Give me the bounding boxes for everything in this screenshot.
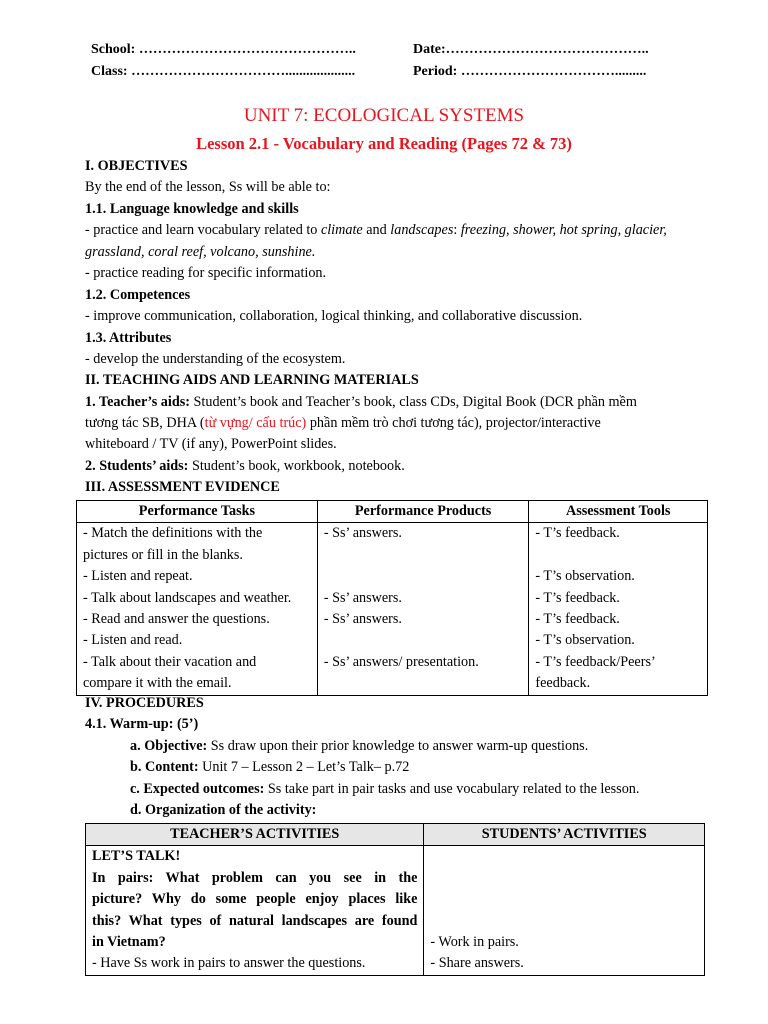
assessment-table [76,500,708,696]
teacher-aids-text-1: Student’s book and Teacher’s book, class CDs, Digital Book (DCR phần mềm [189,394,637,410]
tool-line [535,545,701,566]
period-dots: ……………………………......... [460,64,647,79]
col-performance-products: Performance Products [317,501,529,523]
lesson-title: Lesson 2.1 - Vocabulary and Reading (Pages 72 & 73) [196,134,572,153]
language-knowledge-heading: 1.1. Language knowledge and skills [85,201,299,217]
task-line: - Listen and read. [83,632,183,649]
attributes-line: - develop the understanding of the ecosystem. [85,351,346,367]
product-line: - Ss’ answers/ presentation. [323,653,479,670]
date-dots: …………………………………….. [445,42,649,57]
spacer [430,846,698,867]
lets-talk-heading: LET’S TALK! [92,848,181,865]
objectives-intro: By the end of the lesson, Ss will be able to: [85,179,331,195]
procedures-heading: IV. PROCEDURES [85,695,204,711]
warmup-outcomes [130,779,639,800]
tool-line: - T’s feedback. [535,525,620,542]
task-line: - Read and answer the questions. [83,611,270,628]
lk-colon: : [453,222,461,238]
lk-landscapes: landscapes [390,222,454,238]
teacher-question-line: In pairs: What problem can you see in the [92,869,418,886]
warmup-objective [130,736,588,757]
teacher-aids-label: 1. Teacher’s aids: [85,394,190,410]
content-text: Unit 7 – Lesson 2 – Let’s Talk– p.72 [198,759,410,775]
student-activity: - Share answers. [430,955,524,972]
col-performance-tasks: Performance Tasks [77,501,318,523]
objective-text: Ss draw upon their prior knowledge to answer warm-up questions. [207,738,589,754]
school-field [91,42,356,58]
tool-line: - T’s observation. [535,632,635,649]
task-line: - Talk about landscapes and weather. [83,589,292,606]
teacher-question-line: this? What types of natural landscapes are found [92,912,418,929]
col-teacher-activities: TEACHER’S ACTIVITIES [86,824,424,846]
tasks-cell [77,523,318,695]
students-activities-cell [424,846,705,975]
product-line [324,673,523,694]
task-line: compare it with the email. [83,675,232,692]
activities-body-row [86,846,705,975]
assessment-body-row [77,523,708,695]
teacher-question-line: picture? Why do some people enjoy places like [92,891,418,908]
product-line: - Ss’ answers. [323,589,402,606]
class-dots: …………………………….................... [131,64,356,79]
content-label: b. Content: [130,759,199,775]
date-label: Date: [413,42,446,57]
col-students-activities: STUDENTS’ ACTIVITIES [424,824,705,846]
school-dots: ……………………………………….. [138,42,356,57]
objective-label: a. Objective: [130,738,208,754]
students-aids-text: Student’s book, workbook, notebook. [188,458,405,474]
lk-text: - practice and learn vocabulary related to [85,222,321,238]
objectives-heading: I. OBJECTIVES [85,158,188,174]
outcomes-text: Ss take part in pair tasks and use vocabulary related to the lesson. [264,781,640,797]
class-label: Class: [91,64,128,79]
language-knowledge-line-1 [85,220,667,241]
activities-header-row [86,824,705,846]
teacher-aids-line-1 [85,392,637,413]
organization-heading: d. Organization of the activity: [130,802,317,818]
products-cell [317,523,529,695]
lk-words: freezing, shower, hot spring, glacier, [460,222,667,238]
product-line: - Ss’ answers. [323,525,402,542]
tool-line: feedback. [535,675,591,692]
aids-heading: II. TEACHING AIDS AND LEARNING MATERIALS [85,372,419,388]
competences-line: - improve communication, collaboration, logical thinking, and collaborative discussion. [85,308,583,324]
language-knowledge-line-2: grassland, coral reef, volcano, sunshine. [85,244,316,260]
students-aids-line [85,456,405,477]
unit-title: UNIT 7: ECOLOGICAL SYSTEMS [243,105,525,126]
warmup-content [130,757,409,778]
student-activity: - Work in pairs. [430,934,519,951]
task-line: - Listen and repeat. [83,568,193,585]
assessment-header-row [77,501,708,523]
language-knowledge-line-3: - practice reading for specific information. [85,265,327,281]
assessment-heading: III. ASSESSMENT EVIDENCE [85,479,280,495]
task-line: - Match the definitions with the [83,525,263,542]
outcomes-label: c. Expected outcomes: [130,781,265,797]
lk-climate: climate [320,222,363,238]
product-line [324,566,523,587]
teacher-activities-cell [86,846,424,975]
teacher-instruction: - Have Ss work in pairs to answer the questions. [92,955,366,972]
period-label: Period: [413,64,458,79]
spacer [430,911,698,932]
task-line: - Talk about their vacation and [83,653,257,670]
col-assessment-tools: Assessment Tools [529,501,708,523]
teacher-question-line: in Vietnam? [92,934,166,951]
lk-and: and [362,222,391,238]
spacer [430,868,698,889]
teacher-aids-line-3: whiteboard / TV (if any), PowerPoint slides. [85,436,337,452]
attributes-heading: 1.3. Attributes [85,330,172,346]
date-field [413,42,649,58]
tool-line: - T’s feedback. [535,589,620,606]
school-label: School: [91,42,136,57]
teacher-aids-line-2 [85,413,601,434]
teacher-aids-text-2b: phần mềm trò chơi tương tác), projector/interactive [306,415,601,431]
tools-cell [529,523,708,695]
tool-line: - T’s feedback. [535,611,620,628]
tool-line: - T’s observation. [535,568,635,585]
product-line [324,630,523,651]
tool-line: - T’s feedback/Peers’ [535,653,656,670]
class-field [91,64,355,80]
product-line [324,545,523,566]
teacher-aids-text-2a: tương tác SB, DHA ( [85,415,205,431]
task-line: pictures or fill in the blanks. [83,546,243,563]
product-line: - Ss’ answers. [323,611,402,628]
students-aids-label: 2. Students’ aids: [85,458,189,474]
spacer [430,889,698,910]
activities-table [85,823,705,976]
teacher-aids-red-text: từ vựng/ cấu trúc) [204,415,307,431]
warmup-heading: 4.1. Warm-up: (5’) [85,716,199,732]
competences-heading: 1.2. Competences [85,287,191,303]
period-field [413,64,646,80]
